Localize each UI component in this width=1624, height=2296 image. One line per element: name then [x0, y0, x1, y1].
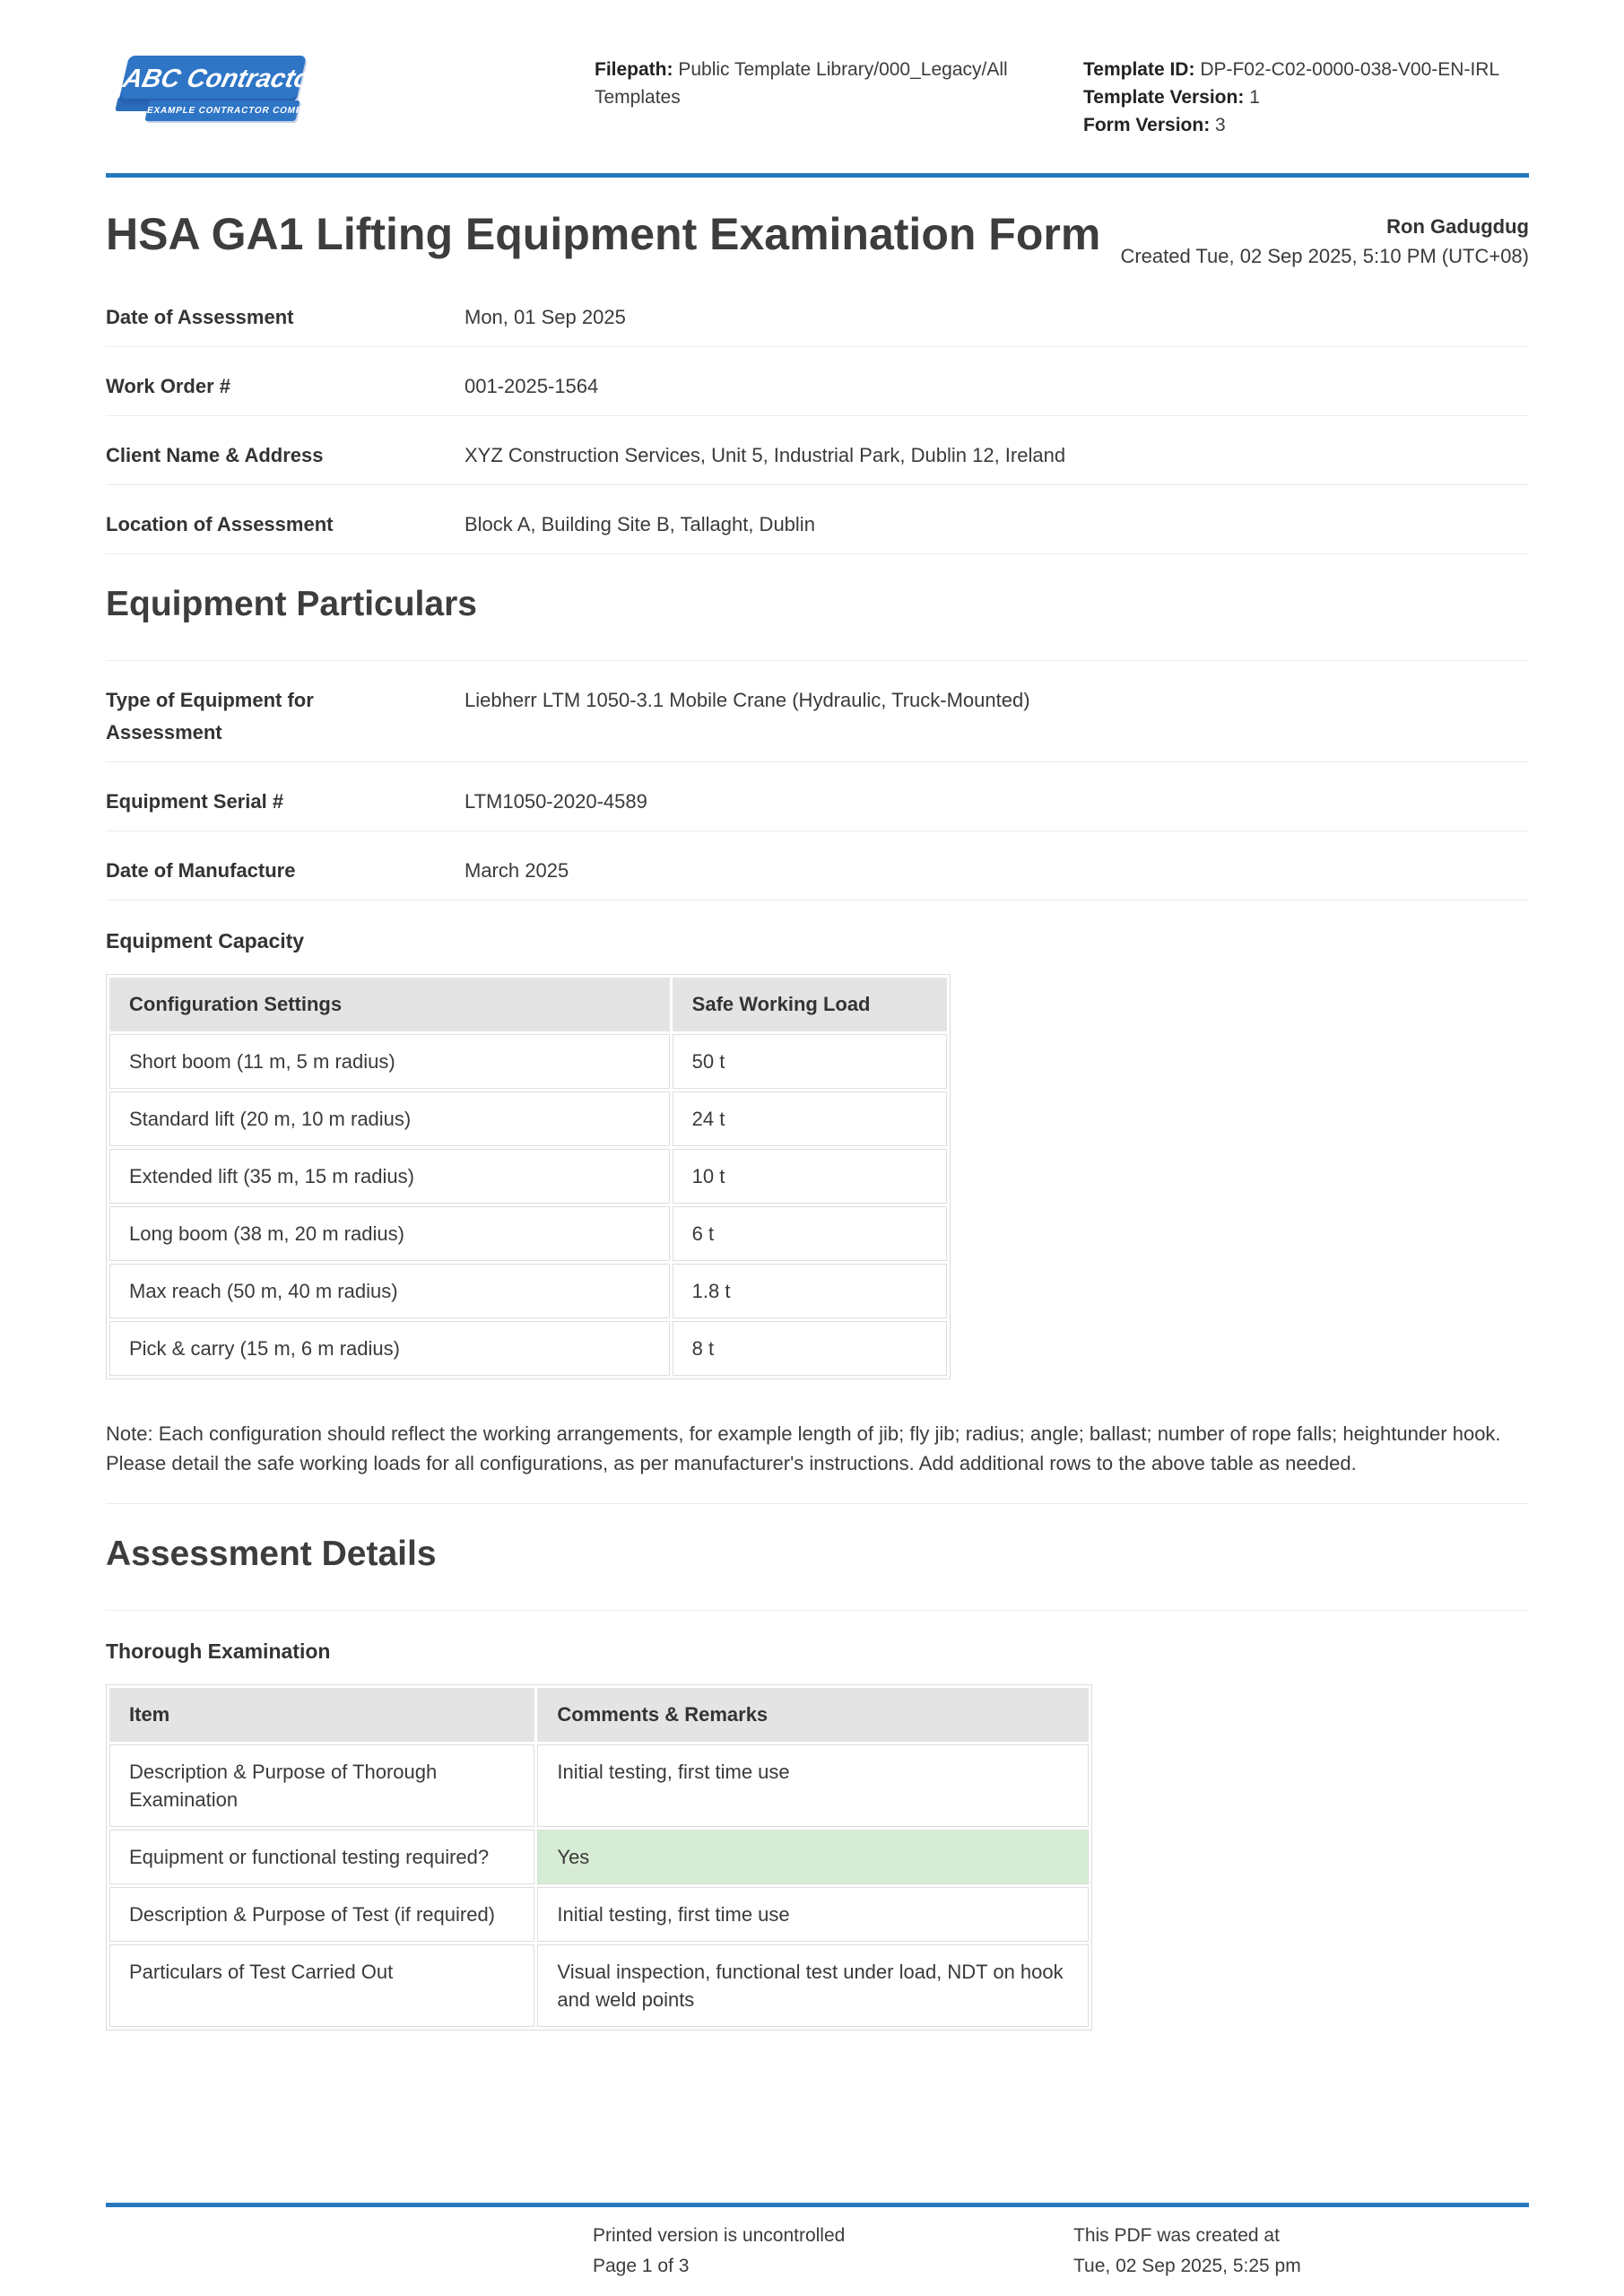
field-row-date-of-assessment	[106, 278, 1529, 347]
capacity-swl-cell: 50 t	[673, 1034, 947, 1089]
template-meta	[1083, 52, 1529, 139]
field-label: Date of Manufacture	[106, 859, 296, 882]
table-row	[109, 1830, 1089, 1884]
logo-subtitle: EXAMPLE CONTRACTOR COMPANY	[144, 100, 300, 121]
exam-item-cell: Equipment or functional testing required?	[109, 1830, 534, 1884]
capacity-swl-cell: 24 t	[673, 1091, 947, 1146]
capacity-config-cell: Pick & carry (15 m, 6 m radius)	[109, 1321, 670, 1376]
capacity-config-cell: Long boom (38 m, 20 m radius)	[109, 1206, 670, 1261]
table-row	[109, 1149, 947, 1204]
field-value: Mon, 01 Sep 2025	[465, 306, 626, 328]
document-header	[106, 0, 1529, 139]
capacity-header-row	[109, 978, 947, 1031]
assessment-details-section	[106, 1533, 1529, 2031]
table-row	[109, 1264, 947, 1318]
filepath-label: Filepath:	[595, 59, 673, 80]
field-value: XYZ Construction Services, Unit 5, Industrial Park, Dublin 12, Ireland	[465, 444, 1066, 466]
created-info	[1120, 207, 1529, 271]
equipment-capacity-label: Equipment Capacity	[106, 929, 305, 952]
field-value: Block A, Building Site B, Tallaght, Dublin	[465, 513, 815, 535]
exam-comment-cell: Yes	[537, 1830, 1089, 1884]
field-row-location-of-assessment	[106, 485, 1529, 554]
field-value: LTM1050-2020-4589	[465, 790, 647, 813]
exam-item-cell: Description & Purpose of Test (if required)	[109, 1887, 534, 1942]
exam-comment-cell: Visual inspection, functional test under load, NDT on hook and weld points	[537, 1944, 1089, 2027]
table-row	[109, 1321, 947, 1376]
template-version-label: Template Version:	[1083, 87, 1245, 108]
author-name: Ron Gadugdug	[1386, 215, 1529, 238]
field-label: Client Name & Address	[106, 444, 324, 466]
title-section	[106, 207, 1529, 271]
table-row	[109, 1034, 947, 1089]
footer-uncontrolled-note: Printed version is uncontrolled	[593, 2225, 846, 2246]
capacity-swl-cell: 10 t	[673, 1149, 947, 1204]
capacity-swl-cell: 6 t	[673, 1206, 947, 1261]
exam-item-cell: Description & Purpose of Thorough Examination	[109, 1744, 534, 1827]
capacity-config-cell: Standard lift (20 m, 10 m radius)	[109, 1091, 670, 1146]
field-label: Equipment Serial #	[106, 790, 284, 813]
table-row	[109, 1887, 1089, 1942]
page-title: HSA GA1 Lifting Equipment Examination Form	[106, 209, 1101, 259]
meta-fields	[106, 278, 1529, 554]
capacity-col-configuration: Configuration Settings	[109, 978, 670, 1031]
exam-comment-cell: Initial testing, first time use	[537, 1887, 1089, 1942]
field-row-date-of-manufacture	[106, 831, 1529, 900]
capacity-note: Note: Each configuration should reflect the working arrangements, for example length of jib; fly jib; radius; angle; ballast; number of rope falls; heightunder hook. Please detail the safe working loads for all configurations, as per manufacturer's instructions. Add additional rows to the above table as needed.	[106, 1422, 1501, 1474]
exam-comment-cell: Initial testing, first time use	[537, 1744, 1089, 1827]
footer-left-block	[593, 2221, 845, 2282]
form-version-label: Form Version:	[1083, 115, 1211, 135]
created-timestamp: Created Tue, 02 Sep 2025, 5:10 PM (UTC+08)	[1120, 245, 1529, 267]
filepath-value: Public Template Library/000_Legacy/All Templates	[595, 59, 1008, 108]
exam-header-row	[109, 1688, 1089, 1742]
field-row-equipment-serial	[106, 762, 1529, 831]
capacity-config-cell: Short boom (11 m, 5 m radius)	[109, 1034, 670, 1089]
footer-page-number: Page 1 of 3	[593, 2256, 690, 2276]
table-row	[109, 1944, 1089, 2027]
capacity-swl-cell: 8 t	[673, 1321, 947, 1376]
footer-created-timestamp: Tue, 02 Sep 2025, 5:25 pm	[1073, 2256, 1301, 2276]
exam-item-cell: Particulars of Test Carried Out	[109, 1944, 534, 2027]
table-row	[109, 1091, 947, 1146]
field-label: Work Order #	[106, 375, 230, 397]
equipment-particulars-section	[106, 583, 1529, 1504]
template-version-value: 1	[1249, 87, 1260, 108]
field-label: Date of Assessment	[106, 306, 294, 328]
form-version-value: 3	[1215, 115, 1226, 135]
logo-title: ABC Contractors	[118, 56, 307, 102]
exam-col-item: Item	[109, 1688, 534, 1742]
table-row	[109, 1206, 947, 1261]
thorough-examination-label: Thorough Examination	[106, 1639, 331, 1663]
template-version-row	[1083, 83, 1529, 111]
section-divider	[106, 1610, 1529, 1611]
exam-col-comments: Comments & Remarks	[537, 1688, 1089, 1742]
table-row	[109, 1744, 1089, 1827]
field-row-work-order	[106, 347, 1529, 416]
template-id-row	[1083, 56, 1529, 83]
field-row-client-name-address	[106, 416, 1529, 485]
footer-divider-rule	[106, 2203, 1529, 2207]
thorough-examination-table	[106, 1684, 1092, 2031]
form-version-row	[1083, 111, 1529, 139]
field-label: Location of Assessment	[106, 513, 334, 535]
field-value: 001-2025-1564	[465, 375, 599, 397]
equipment-capacity-table	[106, 974, 951, 1379]
footer-created-label: This PDF was created at	[1073, 2225, 1280, 2246]
capacity-swl-cell: 1.8 t	[673, 1264, 947, 1318]
capacity-config-cell: Extended lift (35 m, 15 m radius)	[109, 1149, 670, 1204]
field-label: Type of Equipment for Assessment	[106, 689, 314, 744]
document-footer	[106, 2203, 1529, 2276]
field-value: March 2025	[465, 859, 569, 882]
template-id-value: DP-F02-C02-0000-038-V00-EN-IRL	[1200, 59, 1500, 80]
footer-right-block	[1073, 2221, 1301, 2282]
section-divider	[106, 1503, 1529, 1504]
field-row-type-of-equipment	[106, 661, 1529, 762]
capacity-col-swl: Safe Working Load	[673, 978, 947, 1031]
company-logo	[106, 52, 338, 127]
field-value: Liebherr LTM 1050-3.1 Mobile Crane (Hydraulic, Truck-Mounted)	[465, 689, 1030, 711]
capacity-config-cell: Max reach (50 m, 40 m radius)	[109, 1264, 670, 1318]
header-divider-rule	[106, 173, 1529, 178]
filepath-info	[595, 52, 1054, 111]
equipment-particulars-heading: Equipment Particulars	[106, 585, 477, 623]
assessment-details-heading: Assessment Details	[106, 1535, 437, 1573]
template-id-label: Template ID:	[1083, 59, 1195, 80]
